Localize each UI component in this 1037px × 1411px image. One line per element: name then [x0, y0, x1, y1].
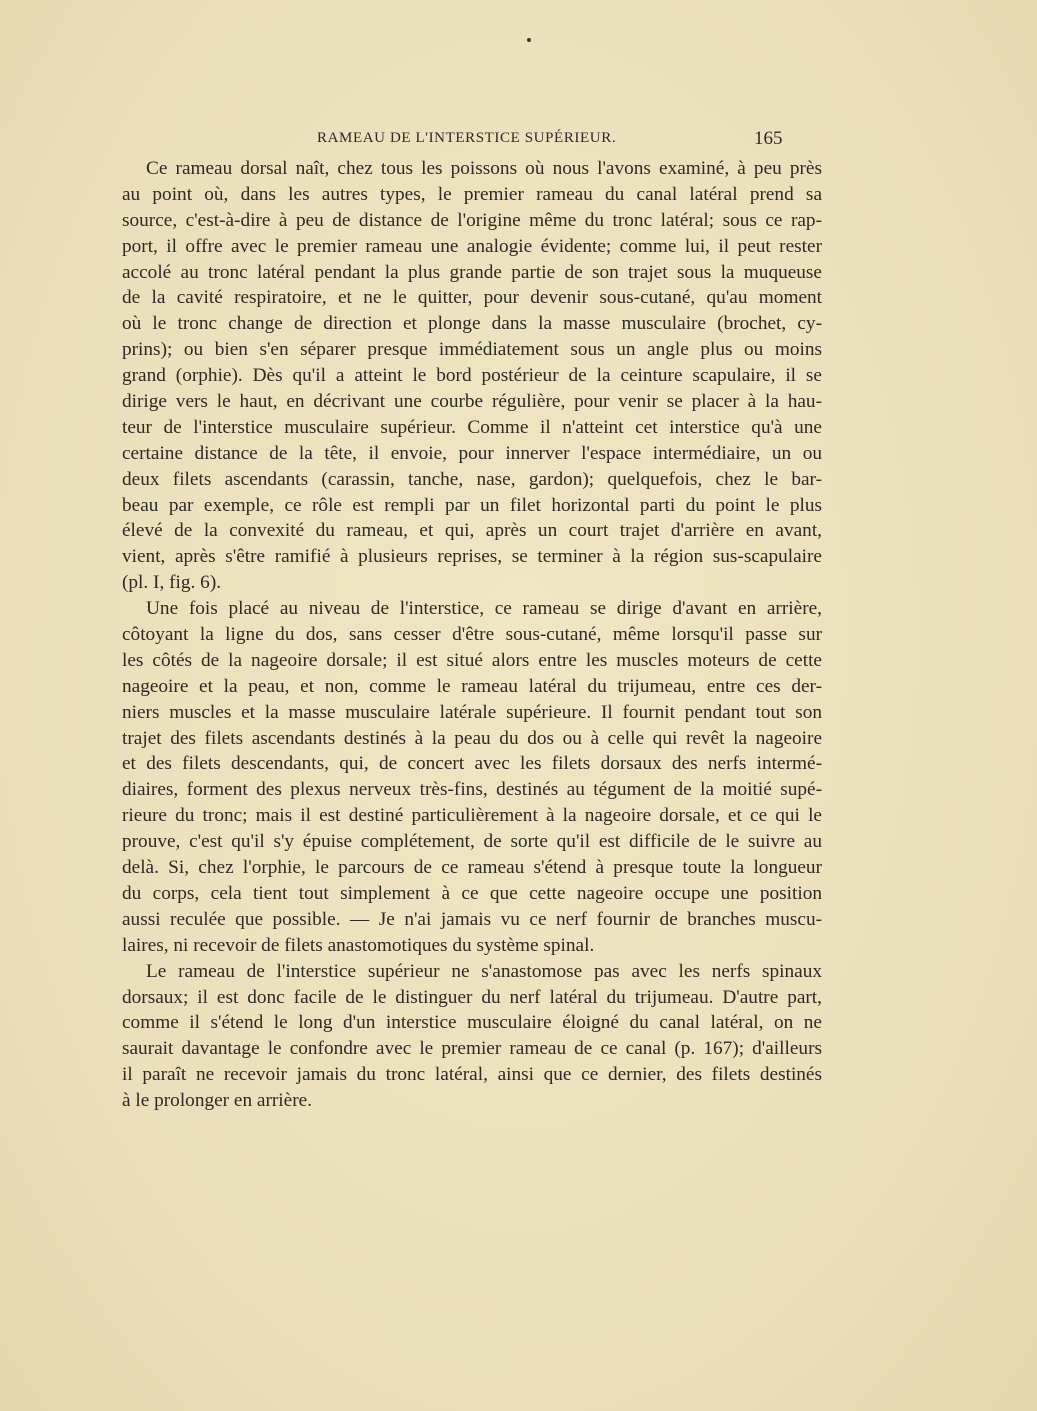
text-line: diaires, forment des plexus nerveux très-fins, destinés au tégument de la moitié supé-	[122, 779, 822, 801]
page-number: 165	[754, 128, 783, 149]
text-line: élevé de la convexité du rameau, et qui, après un court trajet d'arrière en avant,	[122, 520, 822, 542]
text-line: (pl. I, fig. 6).	[122, 572, 222, 594]
text-line: beau par exemple, ce rôle est rempli par un filet horizontal parti du point le plus	[122, 494, 822, 516]
text-line: prins); ou bien s'en séparer presque immédiatement sous un angle plus ou moins	[122, 339, 822, 361]
text-line: teur de l'interstice musculaire supérieur. Comme il n'atteint cet interstice qu'à une	[122, 416, 822, 438]
text-line: trajet des filets ascendants destinés à la peau du dos ou à celle qui revêt la nageoire	[122, 727, 822, 749]
text-line: delà. Si, chez l'orphie, le parcours de ce rameau s'étend à presque toute la longueur	[122, 857, 822, 879]
running-head	[122, 130, 822, 154]
text-line: et des filets descendants, qui, de concert avec les filets dorsaux des nerfs intermé-	[122, 753, 822, 775]
text-line: saurait davantage le confondre avec le premier rameau de ce canal (p. 167); d'ailleurs	[122, 1038, 822, 1060]
text-line: Ce rameau dorsal naît, chez tous les poissons où nous l'avons examiné, à peu près	[146, 158, 822, 179]
text-line: Le rameau de l'interstice supérieur ne s'anastomose pas avec les nerfs spinaux	[146, 960, 822, 982]
text-line: source, c'est-à-dire à peu de distance de l'origine même du tronc latéral; sous ce rap-	[122, 209, 822, 231]
paragraph	[122, 596, 822, 958]
paragraph	[122, 156, 822, 596]
text-line: deux filets ascendants (carassin, tanche, nase, gardon); quelquefois, chez le bar-	[122, 468, 822, 490]
text-line: certaine distance de la tête, il envoie, pour innerver l'espace intermédiaire, un ou	[122, 442, 822, 464]
text-line: rieure du tronc; mais il est destiné particulièrement à la nageoire dorsale, et ce qui le	[122, 805, 822, 827]
paragraph	[122, 959, 822, 1114]
text-line: dorsaux; il est donc facile de le distinguer du nerf latéral du trijumeau. D'autre part,	[122, 986, 822, 1008]
body-text	[122, 156, 822, 1114]
text-line: prouve, c'est qu'il s'y épuise complétement, de sorte qu'il est difficile de le suivre au	[122, 831, 822, 853]
text-line: laires, ni recevoir de filets anastomotiques du système spinal.	[122, 934, 595, 956]
text-line: port, il offre avec le premier rameau une analogie évidente; comme lui, il peut rester	[122, 235, 822, 257]
text-line: où le tronc change de direction et plonge dans la masse musculaire (brochet, cy-	[122, 313, 822, 335]
print-speck	[527, 38, 531, 42]
text-line: vient, après s'être ramifié à plusieurs reprises, se terminer à la région sus-scapulaire	[122, 546, 822, 568]
text-line: à le prolonger en arrière.	[122, 1090, 313, 1112]
text-line: du corps, cela tient tout simplement à ce que cette nageoire occupe une position	[122, 882, 822, 904]
text-line: comme il s'étend le long d'un interstice musculaire éloigné du canal latéral, on ne	[122, 1012, 822, 1034]
text-line: niers muscles et la masse musculaire latérale supérieure. Il fournit pendant tout son	[122, 701, 822, 723]
text-line: grand (orphie). Dès qu'il a atteint le bord postérieur de la ceinture scapulaire, il se	[122, 365, 822, 387]
text-line: côtoyant la ligne du dos, sans cesser d'être sous-cutané, même lorsqu'il passe sur	[122, 624, 822, 646]
text-line: de la cavité respiratoire, et ne le quitter, pour devenir sous-cutané, qu'au moment	[122, 287, 822, 309]
text-line: dirige vers le haut, en décrivant une courbe régulière, pour venir se placer à la hau-	[122, 391, 822, 413]
text-line: Une fois placé au niveau de l'interstice, ce rameau se dirige d'avant en arrière,	[146, 598, 822, 620]
text-line: les côtés de la nageoire dorsale; il est situé alors entre les muscles moteurs de cette	[122, 649, 822, 671]
running-title: RAMEAU DE L'INTERSTICE SUPÉRIEUR.	[317, 130, 617, 146]
text-line: il paraît ne recevoir jamais du tronc latéral, ainsi que ce dernier, des filets destinés	[122, 1064, 822, 1086]
text-line: au point où, dans les autres types, le premier rameau du canal latéral prend sa	[122, 183, 822, 205]
text-line: aussi reculée que possible. — Je n'ai jamais vu ce nerf fournir de branches muscu-	[122, 908, 822, 930]
text-line: accolé au tronc latéral pendant la plus grande partie de son trajet sous la muqueuse	[122, 261, 822, 283]
text-line: nageoire et la peau, et non, comme le rameau latéral du trijumeau, entre ces der-	[122, 675, 822, 697]
